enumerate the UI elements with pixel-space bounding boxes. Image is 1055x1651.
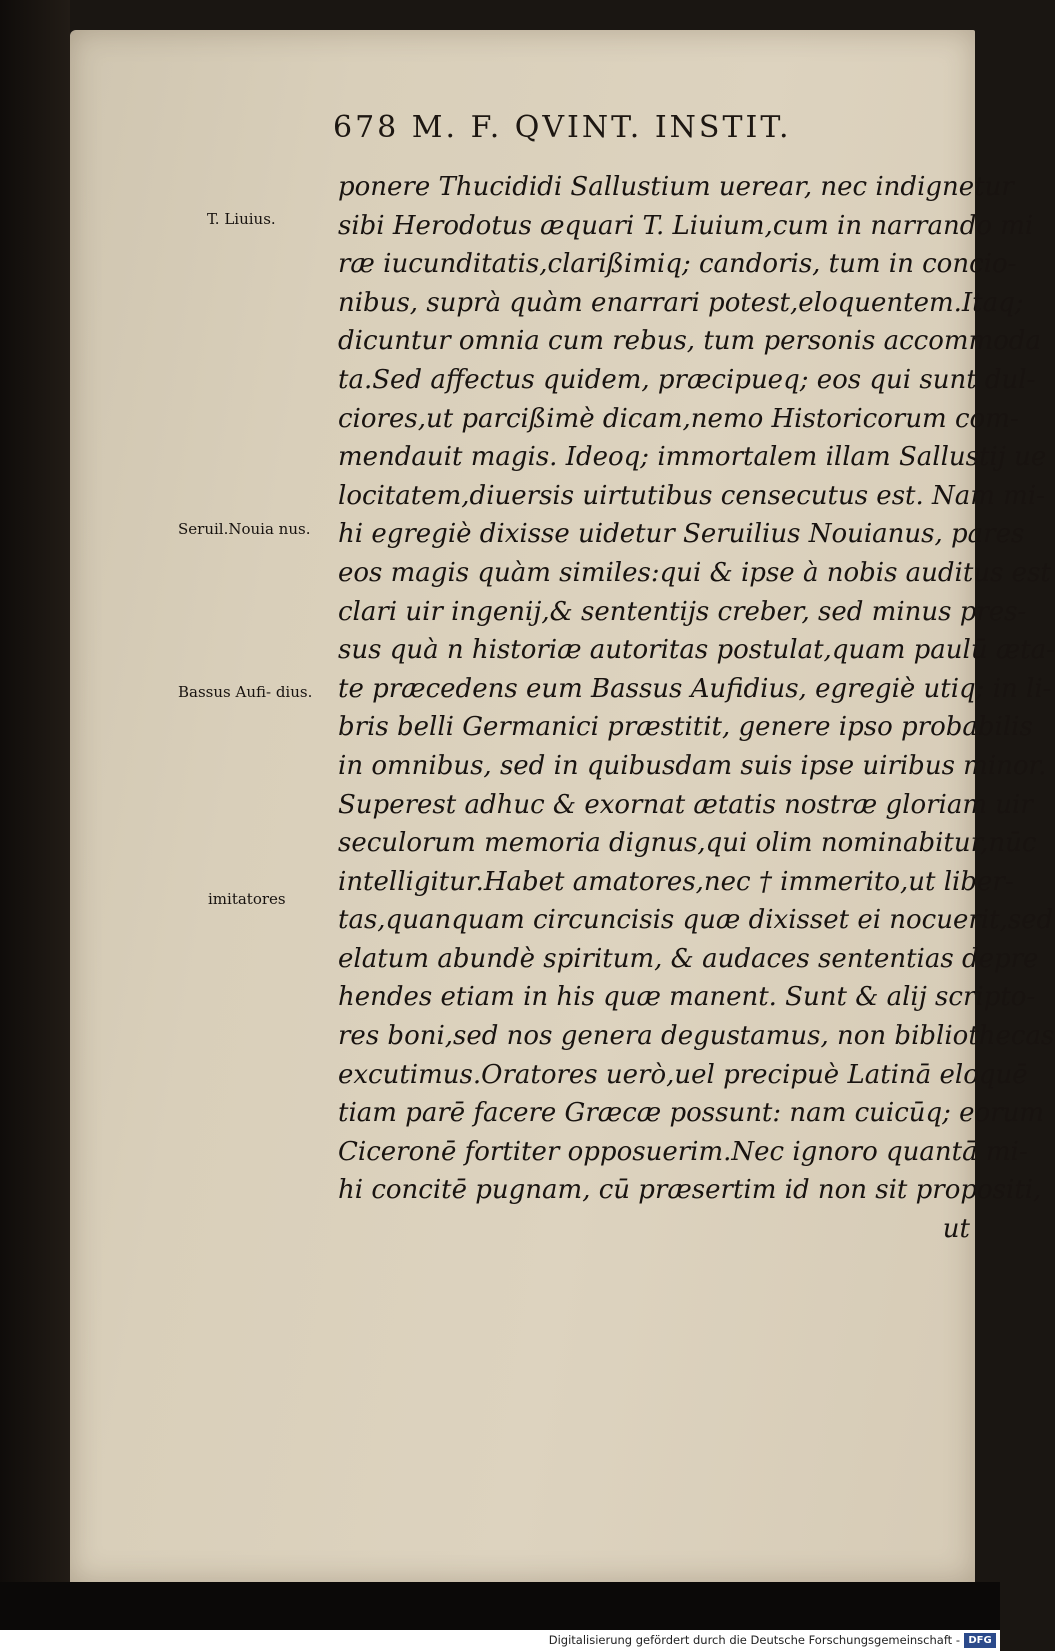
text-line: hi egregiè dixisse uidetur Seruilius Nouianus, pares xyxy=(338,519,1025,550)
text-line: te præcedens eum Bassus Aufidius, egregiè utiq; in li- xyxy=(338,673,1052,704)
running-head: 678 M. F. QVINT. INSTIT. xyxy=(333,110,792,145)
text-line: res boni,sed nos genera degustamus, non bibliothecas xyxy=(338,1021,1055,1052)
text-line: sus quà n historiæ autoritas postulat,quam paulū æta- xyxy=(338,635,1055,666)
text-line: tiam parē facere Græcæ possunt: nam cuicūq; eorum xyxy=(338,1098,1045,1129)
text-line: hendes etiam in his quæ manent. Sunt & alij scripto- xyxy=(338,982,1036,1013)
text-line: ræ iucunditatis,clarißimiq; candoris, tum in concio- xyxy=(338,249,1017,280)
text-line: Ciceronē fortiter opposuerim.Nec ignoro quantā mi- xyxy=(338,1136,1028,1167)
text-line: ciores,ut parcißimè dicam,nemo Historicorum com- xyxy=(338,403,1019,434)
text-line: elatum abundè spiritum, & audaces sententias depre xyxy=(338,943,1039,974)
text-line: mendauit magis. Ideoq; immortalem illam Sallustij ue xyxy=(338,442,1047,473)
digitization-credit: Digitalisierung gefördert durch die Deutsche Forschungsgemeinschaft - xyxy=(548,1633,960,1647)
text-line: Superest adhuc & exornat ætatis nostræ gloriam uir xyxy=(338,789,1033,820)
scan-left-edge xyxy=(0,0,70,1651)
text-line: dicuntur omnia cum rebus, tum personis accommoda xyxy=(338,326,1041,357)
marginal-note-livius: T. Liuius. xyxy=(207,210,276,228)
text-line: ponere Thucididi Sallustium uerear, nec indignetur xyxy=(338,172,1014,202)
text-line: eos magis quàm similes:qui & ipse à nobis auditus est xyxy=(338,557,1051,588)
text-line: locitatem,diuersis uirtutibus censecutus est. Nam mi- xyxy=(338,480,1045,511)
text-line: hi concitē pugnam, cū præsertim id non sit propositi, xyxy=(338,1175,1042,1206)
marginal-note-servilius: Seruil.Nouia nus. xyxy=(178,520,311,538)
text-line: tas,quanquam circuncisis quæ dixisset ei nocuerit,sed xyxy=(338,905,1054,936)
text-line: excutimus.Oratores uerò,uel precipuè Latinā eloquē xyxy=(338,1059,1028,1090)
text-line: clari uir ingenij,& sententijs creber, sed minus pres- xyxy=(338,596,1027,627)
text-line: sibi Herodotus æquari T. Liuium,cum in narrando mi xyxy=(338,210,1034,241)
text-line: in omnibus, sed in quibusdam suis ipse uiribus minor. xyxy=(338,750,1047,781)
text-line: bris belli Germanici præstitit, genere ipso probabilis xyxy=(338,712,1033,743)
text-line: seculorum memoria dignus,qui olim nominabitur,nūc xyxy=(338,828,1037,859)
catchword: ut xyxy=(942,1214,970,1245)
dfg-logo: DFG xyxy=(964,1633,996,1648)
text-line: ta.Sed affectus quidem, præcipueq; eos qui sunt dul- xyxy=(338,364,1036,395)
body-text xyxy=(338,168,1055,1249)
text-line: nibus, suprà quàm enarrari potest,eloquentem.Itaq; xyxy=(338,287,1024,318)
marginal-note-imitatores: imitatores xyxy=(208,890,286,908)
marginal-note-bassus: Bassus Aufi- dius. xyxy=(178,683,313,701)
text-line: intelligitur.Habet amatores,nec † immerito,ut liber- xyxy=(338,866,1014,897)
